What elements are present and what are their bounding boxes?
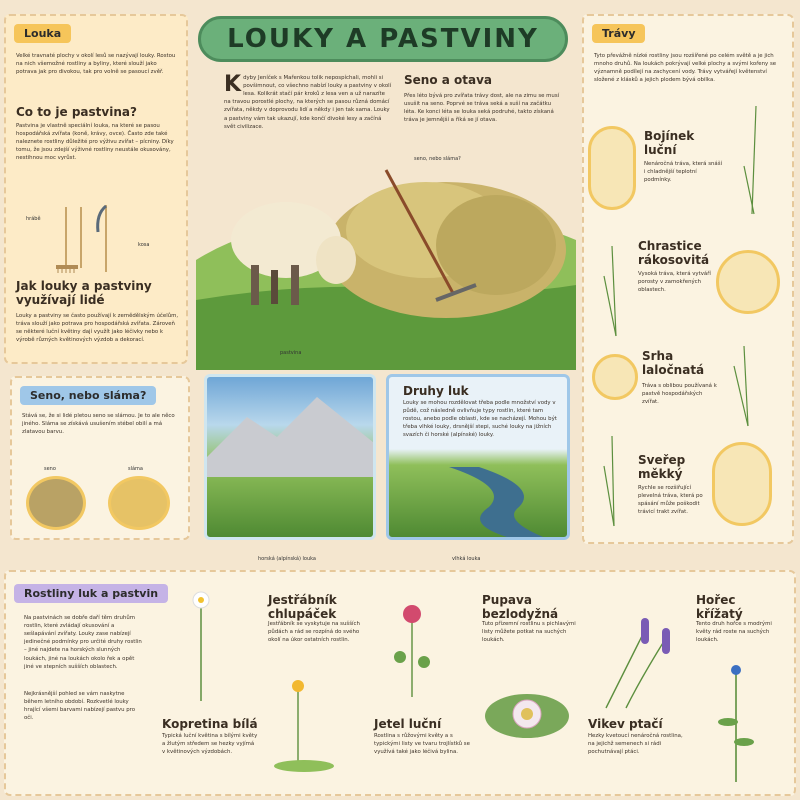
- vikev-text: Hezky kvetoucí nenáročná rostlina, na jejichž semenech si rádi pochutnávají ptáci.: [588, 733, 683, 756]
- grass-illustrations: [584, 16, 796, 546]
- seno-otava-block: [404, 74, 564, 124]
- kopretina-name: Kopretina bílá: [162, 717, 258, 731]
- jetel-name: Jetel luční: [374, 717, 442, 731]
- kopretina-text: Typická luční květina s bílými květy a žlutým středem se hezky vyjímá v květinových výzdobách.: [162, 733, 258, 756]
- slama-label: sláma: [128, 466, 143, 472]
- rostliny-panel: [4, 570, 796, 796]
- seno-slama-tag: Seno, nebo sláma?: [20, 386, 156, 405]
- rostliny-text2: Nejkrásnější pohled se vám naskytne během letního období. Rozkvetlé louky hrající všemi barvami nabízejí pastvu pro oči.: [24, 691, 136, 722]
- bojinek-text: Nenáročná tráva, která snáší i chladnější teplotní podmínky.: [644, 161, 723, 184]
- hay-scene: [196, 150, 576, 370]
- horec-illustration: [706, 662, 766, 792]
- rostliny-tag: Rostliny luk a pastvin: [14, 584, 168, 603]
- jetel-illustration: [382, 602, 452, 702]
- seno-otava-text: Přes léto bývá pro zvířata trávy dost, ale na zimu se musí usušit na seno. Poprvé se tráva seká a suší na začátku léta. Ke konci léta se louka seká podruhé, takto získaná tráva je jemnější a říká se jí otava.: [404, 92, 560, 124]
- pupava-name: Pupava bezlodyžná: [482, 593, 559, 621]
- druhy-text: Louky se mohou rozdělovat třeba podle množství vody v půdě, což následně ovlivňuje typy rostlin, které tam rostou, anebo podle oblasti, kde se nacházejí. Mohou být třeba vlhké louky, drsnější stepi, suché louky na jižních svazích či horské (alpínské) louky.: [403, 400, 557, 439]
- slama-circle: [108, 476, 170, 530]
- pupava-illustration: [482, 676, 572, 746]
- mountain-meadow-image: [204, 374, 376, 540]
- tools-illustration: [26, 202, 156, 277]
- jestrabnik-name: Jestřábník chlupáček: [268, 593, 337, 621]
- intro-dropcap: K: [224, 72, 242, 97]
- rostliny-text1: Na pastvinách se dobře daří těm druhům rostlin, které zvládají okusování a sešlapávání zvířaty. Louky zase nabízejí jedinečné podmínky pro určité druhy rostlin – jiné najdete na horských slunných loukách, jiné na loukách okolo řek a opět jiné ve stepních sušších oblastech.: [24, 615, 142, 670]
- seno-slama-panel: [10, 376, 190, 540]
- louka-panel: [4, 14, 188, 364]
- seno-label: seno: [44, 466, 56, 472]
- page-title: LOUKY A PASTVINY: [227, 24, 539, 54]
- bojinek-name: Bojínek luční: [644, 129, 695, 157]
- seno-slama-question-label: seno, nebo sláma?: [414, 156, 461, 162]
- pupava-text: Tuto přízemní rostlinu s pichlavými listy můžete potkat na suchých loukách.: [482, 621, 576, 644]
- wet-caption: vlhká louka: [452, 556, 481, 562]
- pastvina-text: Pastvina je vlastně speciální louka, na které se pasou hospodářská zvířata (koně, krávy, ovce). Často zde také naleznete rostliny důležité pro výživu zvířat – pícniny. Díky tomu, že jsou zdejší výživné rostliny neustále okusovány, nestihnou moc vyrůst.: [16, 123, 174, 162]
- vikev-name: Vikev ptačí: [588, 717, 663, 731]
- kosa-label: kosa: [138, 242, 150, 248]
- sverep-text: Rychle se rozšiřující plevelná tráva, která po spásání může poškodit trávicí trakt zvířat.: [638, 485, 703, 516]
- use-heading: Jak louky a pastviny využívají lidé: [16, 279, 152, 307]
- pastvina-heading: Co to je pastvina?: [16, 105, 137, 119]
- hrabe-label: hrábě: [26, 216, 41, 222]
- jestrabnik-illustration: [268, 678, 340, 778]
- title-banner: [198, 16, 568, 62]
- seno-otava-heading: Seno a otava: [404, 73, 493, 87]
- chrastice-text: Vysoká tráva, která vytváří porosty v zamokřených oblastech.: [638, 271, 711, 294]
- louka-text: Velké travnaté plochy v okolí lesů se nazývají louky. Rostou na nich všemožné rostliny a byliny, které slouží jako potrava jak pro divokou, tak pro volně se pasoucí zvěř.: [16, 53, 176, 76]
- horec-text: Tento druh hořce s modrými květy rád roste na suchých loukách.: [696, 621, 772, 644]
- druhy-heading: Druhy luk: [403, 384, 469, 398]
- intro-block: [224, 74, 392, 131]
- seno-circle: [26, 476, 86, 530]
- louka-tag: Louka: [14, 24, 71, 43]
- seno-slama-text: Stává se, že si lidé pletou seno se slámou. Je to ale něco jiného. Sláma se získává usušením stébel obilí a má zlatavou barvu.: [22, 413, 175, 436]
- mountain-caption: horská (alpínská) louka: [258, 556, 316, 562]
- river-shape: [389, 467, 570, 540]
- travy-panel: [582, 14, 794, 544]
- jetel-text: Rostlina s růžovými květy a s typickými listy ve tvaru trojlístků se využívá také jako léčivá bylina.: [374, 733, 470, 756]
- sverep-name: Sveřep měkký: [638, 453, 686, 481]
- travy-tag: Trávy: [592, 24, 645, 43]
- wet-meadow-panel: [386, 374, 570, 540]
- use-text: Louky a pastviny se často používají k zemědělským účelům, tráva slouží jako potrava pro hospodářská zvířata. Zároveň se některé luční květiny dají využít jako léčivky nebo k výrobě různých květinových výzdob a dekorací.: [16, 313, 179, 344]
- travy-text: Tyto převážně nízké rostliny jsou rozšířené po celém světě a je jich mnoho druhů. Na loukách pokrývají velké plochy a svými kořeny se významně podílejí na zachycení vody. Trávy vytvářejí květenství složené z klásků a jejich plodem bývá obilka.: [594, 53, 777, 84]
- mountain-shape: [207, 377, 376, 540]
- jestrabnik-text: Jestřábník se vyskytuje na sušších půdách a rád se rozpíná do svého okolí na úkor ostatních rostlin.: [268, 621, 360, 644]
- srha-text: Tráva s oblibou používaná k pastvě hospodářských zvířat.: [642, 383, 717, 406]
- intro-text: dyby Jeníček s Mařenkou tolik nepospíchali, mohli si povšimnout, co všechno nabízí louky a pastviny v okolí lesa. Kolikrát stačí pár kroků z lesa ven a už narazíte na travou porostlé plochy, na kterých se pasou různá domácí zvířata, někdy v doprovodu lidí a někdy i jen tak sama. Louky a pastviny vám tak ukazují, kde končí divoké lesy a začíná svět civilizace.: [224, 75, 392, 130]
- srha-name: Srha laločnatá: [642, 349, 705, 377]
- chrastice-name: Chrastice rákosovitá: [638, 239, 710, 267]
- kopretina-illustration: [176, 586, 226, 706]
- vikev-illustration: [586, 608, 686, 718]
- horec-name: Hořec křížatý: [696, 593, 743, 621]
- pastvina-label: pastvina: [280, 350, 302, 356]
